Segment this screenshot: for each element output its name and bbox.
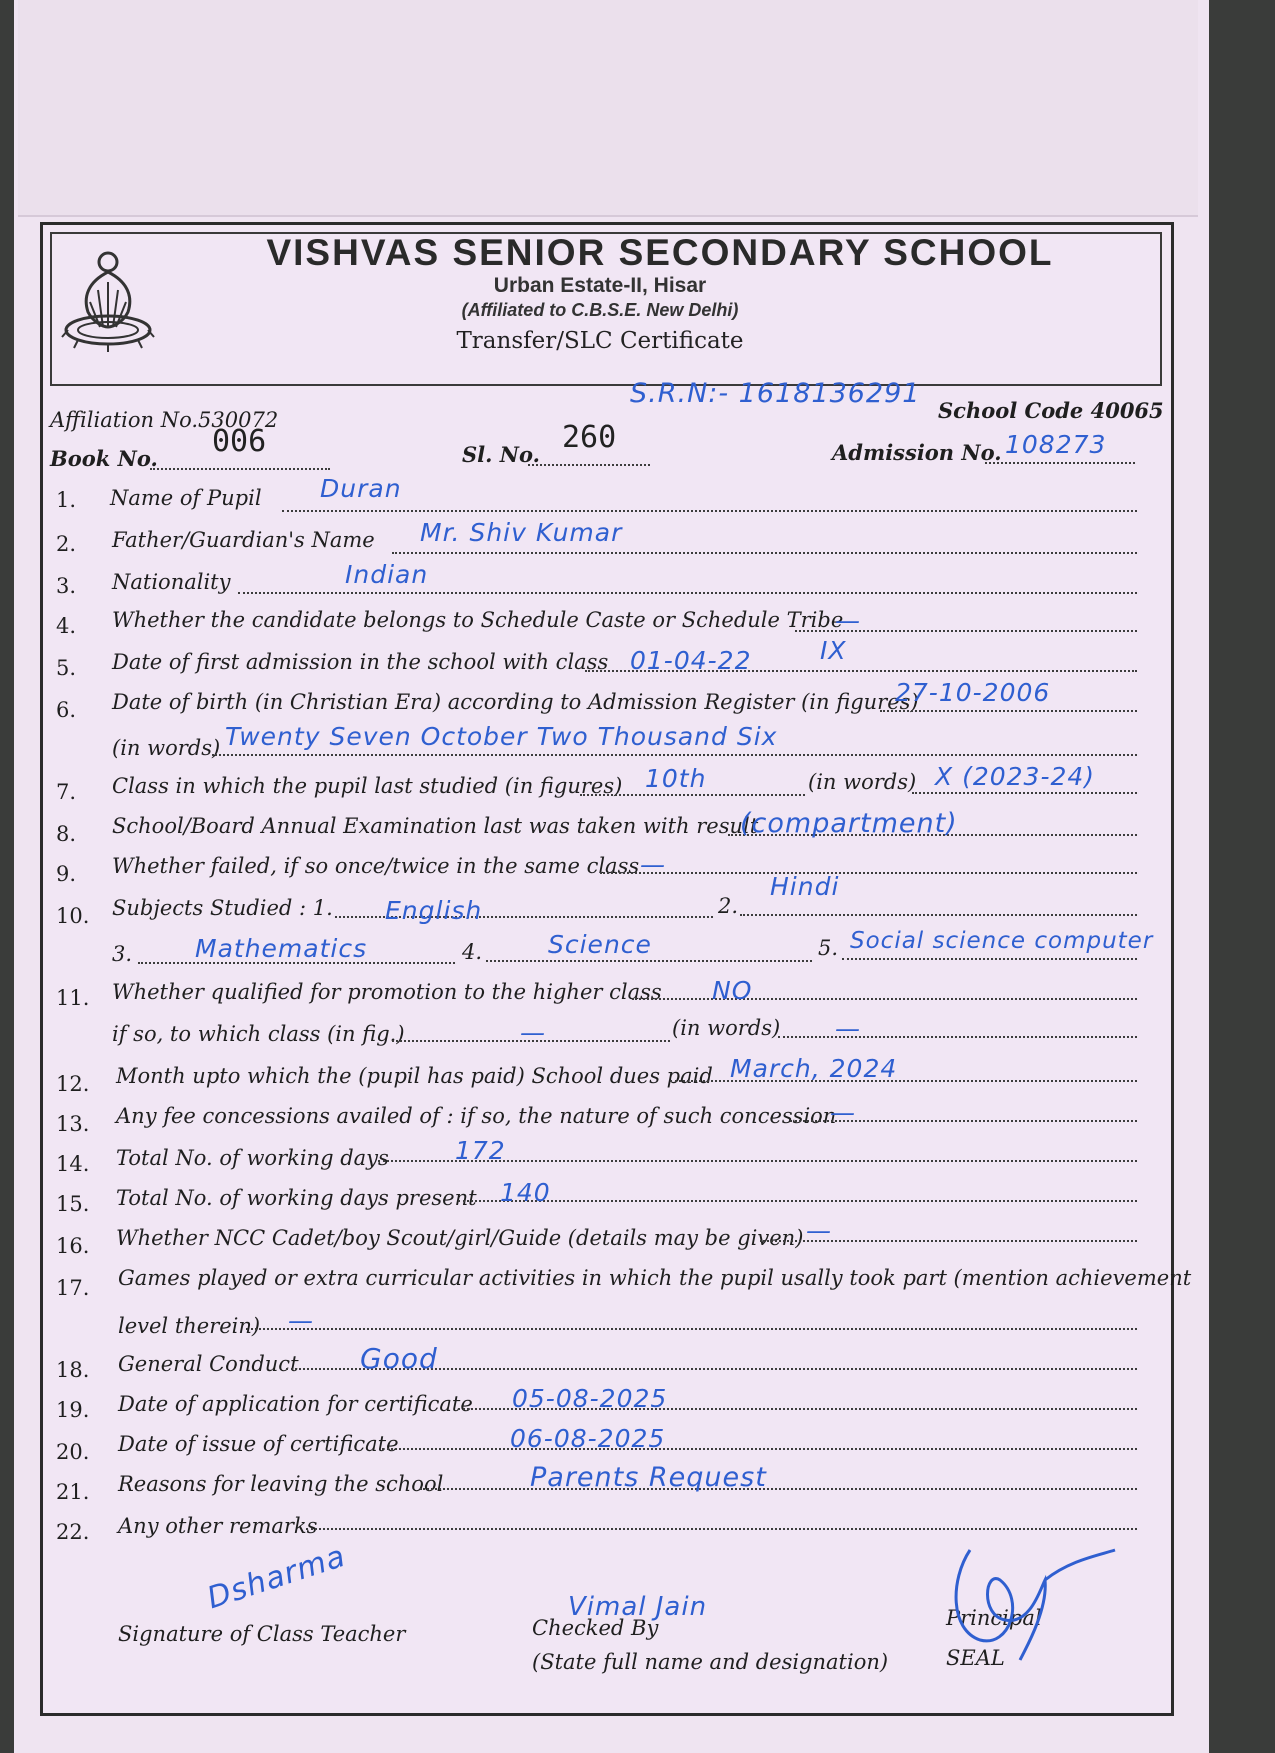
- field-8-label: School/Board Annual Examination last was taken with result: [112, 814, 759, 838]
- field-11-value: NO: [712, 976, 753, 1005]
- field-2-number: 2.: [56, 532, 77, 556]
- field-13-label: Any fee concessions availed of : if so, the nature of such concession: [116, 1104, 837, 1128]
- field-1-line: [282, 510, 1137, 512]
- field-1-number: 1.: [56, 488, 77, 512]
- checked-by-signature: Vimal Jain: [568, 1592, 708, 1622]
- field-2-line: [392, 552, 1137, 554]
- field-6-value: 27-10-2006: [895, 678, 1051, 707]
- field-10-label: Subjects Studied : 1.: [112, 896, 333, 920]
- field-17-label-line-2: level therein): [118, 1314, 261, 1338]
- field-3-value: Indian: [345, 560, 429, 589]
- field-9-line: [600, 872, 1137, 874]
- field-11-fig-value: —: [520, 1018, 546, 1047]
- field-17-line: [246, 1328, 1137, 1330]
- field-12-number: 12.: [56, 1072, 90, 1096]
- book-no-value: 006: [212, 424, 267, 459]
- field-12-value: March, 2024: [730, 1054, 898, 1083]
- field-3-label: Nationality: [112, 570, 231, 594]
- sl-no-line: [528, 464, 650, 466]
- field-11-line: [632, 998, 1137, 1000]
- subject-2-label: 2.: [718, 894, 739, 918]
- field-13-number: 13.: [56, 1112, 90, 1136]
- field-6-line: [880, 710, 1137, 712]
- field-15-value: 140: [500, 1178, 551, 1207]
- field-20-number: 20.: [56, 1440, 90, 1464]
- field-11-words-line: [778, 1036, 1137, 1038]
- school-address: Urban Estate-II, Hisar: [493, 274, 707, 297]
- subject-3-label: 3.: [112, 942, 133, 966]
- field-2-value: Mr. Shiv Kumar: [420, 518, 623, 547]
- field-21-value: Parents Request: [530, 1462, 767, 1493]
- field-14-value: 172: [455, 1136, 506, 1165]
- admission-no-line: [985, 462, 1135, 464]
- field-15-line: [458, 1200, 1137, 1202]
- field-3-number: 3.: [56, 574, 77, 598]
- field-22-label: Any other remarks: [118, 1514, 318, 1538]
- school-name: VISHVAS SENIOR SECONDARY SCHOOL: [266, 232, 1054, 273]
- certificate-title: Transfer/SLC Certificate: [456, 328, 744, 354]
- field-22-number: 22.: [56, 1520, 90, 1544]
- field-11-number: 11.: [56, 986, 90, 1010]
- field-15-label: Total No. of working days present: [116, 1186, 477, 1210]
- field-7-label: Class in which the pupil last studied (in figures): [112, 774, 623, 798]
- field-6-label: Date of birth (in Christian Era) according to Admission Register (in figures): [112, 690, 919, 714]
- field-13-value: —: [830, 1098, 856, 1127]
- subject-4-label: 4.: [462, 940, 483, 964]
- field-7-number: 7.: [56, 780, 77, 804]
- field-8-number: 8.: [56, 822, 77, 846]
- class-teacher-label: Signature of Class Teacher: [118, 1622, 406, 1646]
- field-7-line: [580, 794, 805, 796]
- field-15-number: 15.: [56, 1192, 90, 1216]
- principal-label: Principal: [946, 1606, 1042, 1630]
- field-18-label: General Conduct: [118, 1352, 299, 1376]
- field-10-line-2: [740, 914, 1137, 916]
- school-code: School Code 40065: [938, 398, 1164, 423]
- field-19-value: 05-08-2025: [512, 1384, 668, 1413]
- admission-no-label: Admission No.: [832, 440, 1002, 465]
- field-18-number: 18.: [56, 1358, 90, 1382]
- field-17-number: 17.: [56, 1276, 90, 1300]
- field-10-line-5: [842, 958, 1137, 960]
- field-11-words-value: —: [835, 1014, 861, 1043]
- principal-signature-icon: [930, 1520, 1130, 1680]
- previous-page-edge: [18, 0, 1198, 217]
- school-logo-icon: [58, 242, 162, 367]
- checked-by-label: Checked By: [532, 1616, 659, 1640]
- field-11-words-label: (in words): [672, 1016, 781, 1040]
- field-4-number: 4.: [56, 614, 77, 638]
- field-20-label: Date of issue of certificate: [118, 1432, 399, 1456]
- field-9-number: 9.: [56, 862, 77, 886]
- affiliation-note: (Affiliated to C.B.S.E. New Delhi): [461, 300, 739, 320]
- field-12-label: Month upto which the (pupil has paid) School dues paid: [116, 1064, 713, 1088]
- field-18-value: Good: [360, 1342, 438, 1375]
- field-6-words-line: [212, 754, 1137, 756]
- field-20-line: [382, 1448, 1137, 1450]
- subject-3-value: Mathematics: [195, 934, 368, 963]
- field-14-label: Total No. of working days: [116, 1146, 389, 1170]
- subject-4-value: Science: [548, 930, 652, 959]
- field-5-class-value: IX: [820, 636, 847, 665]
- field-20-value: 06-08-2025: [510, 1424, 666, 1453]
- field-9-value: —: [640, 850, 666, 879]
- field-17-value: —: [288, 1306, 314, 1335]
- field-11-label: Whether qualified for promotion to the higher class: [112, 980, 662, 1004]
- affiliation-number: Affiliation No.530072: [50, 408, 279, 432]
- field-16-label: Whether NCC Cadet/boy Scout/girl/Guide (details may be given): [116, 1226, 804, 1250]
- seal-label: SEAL: [946, 1646, 1005, 1670]
- field-21-label: Reasons for leaving the school: [118, 1472, 444, 1496]
- admission-no-value: 108273: [1005, 430, 1107, 459]
- subject-1-value: English: [385, 896, 483, 925]
- sl-no-label: Sl. No.: [462, 442, 540, 467]
- field-7-words-value: X (2023-24): [935, 762, 1096, 791]
- field-5-label: Date of first admission in the school with class: [112, 650, 609, 674]
- field-7-words-label: (in words): [808, 770, 917, 794]
- field-16-value: —: [806, 1216, 832, 1245]
- field-1-label: Name of Pupil: [110, 486, 262, 510]
- field-11-fig-label: if so, to which class (in fig.): [112, 1022, 405, 1046]
- book-no-line: [150, 468, 330, 470]
- field-6-words-value: Twenty Seven October Two Thousand Six: [225, 722, 778, 751]
- field-5-value: 01-04-22: [630, 646, 752, 675]
- field-4-label: Whether the candidate belongs to Schedule Caste or Schedule Tribe: [112, 608, 844, 632]
- book-no-label: Book No.: [50, 446, 158, 471]
- field-7-words-line: [912, 792, 1137, 794]
- field-21-line: [420, 1488, 1137, 1490]
- field-6-words-label: (in words): [112, 736, 221, 760]
- field-21-number: 21.: [56, 1480, 90, 1504]
- field-9-label: Whether failed, if so once/twice in the same class: [112, 854, 640, 878]
- field-4-value: —: [835, 606, 861, 635]
- srn-number: S.R.N:- 1618136291: [630, 378, 921, 409]
- subject-2-value: Hindi: [770, 872, 840, 901]
- field-19-number: 19.: [56, 1398, 90, 1422]
- field-6-number: 6.: [56, 698, 77, 722]
- field-19-label: Date of application for certificate: [118, 1392, 473, 1416]
- field-8-value: (compartment): [740, 808, 958, 839]
- field-17-label: Games played or extra curricular activities in which the pupil usally took part (mention achievement: [118, 1266, 1192, 1290]
- field-14-number: 14.: [56, 1152, 90, 1176]
- field-2-label: Father/Guardian's Name: [112, 528, 375, 552]
- field-10-number: 10.: [56, 904, 90, 928]
- sl-no-value: 260: [562, 420, 617, 455]
- field-5-number: 5.: [56, 656, 77, 680]
- subject-5-value: Social science computer: [850, 928, 1154, 954]
- subject-5-label: 5.: [818, 936, 839, 960]
- class-teacher-signature: Dsharma: [203, 1538, 350, 1617]
- field-16-number: 16.: [56, 1234, 90, 1258]
- field-7-value: 10th: [645, 764, 707, 793]
- field-3-line: [238, 592, 1137, 594]
- field-1-value: Duran: [320, 474, 402, 503]
- checked-by-note: (State full name and designation): [532, 1650, 889, 1674]
- field-10-line-4: [486, 960, 812, 962]
